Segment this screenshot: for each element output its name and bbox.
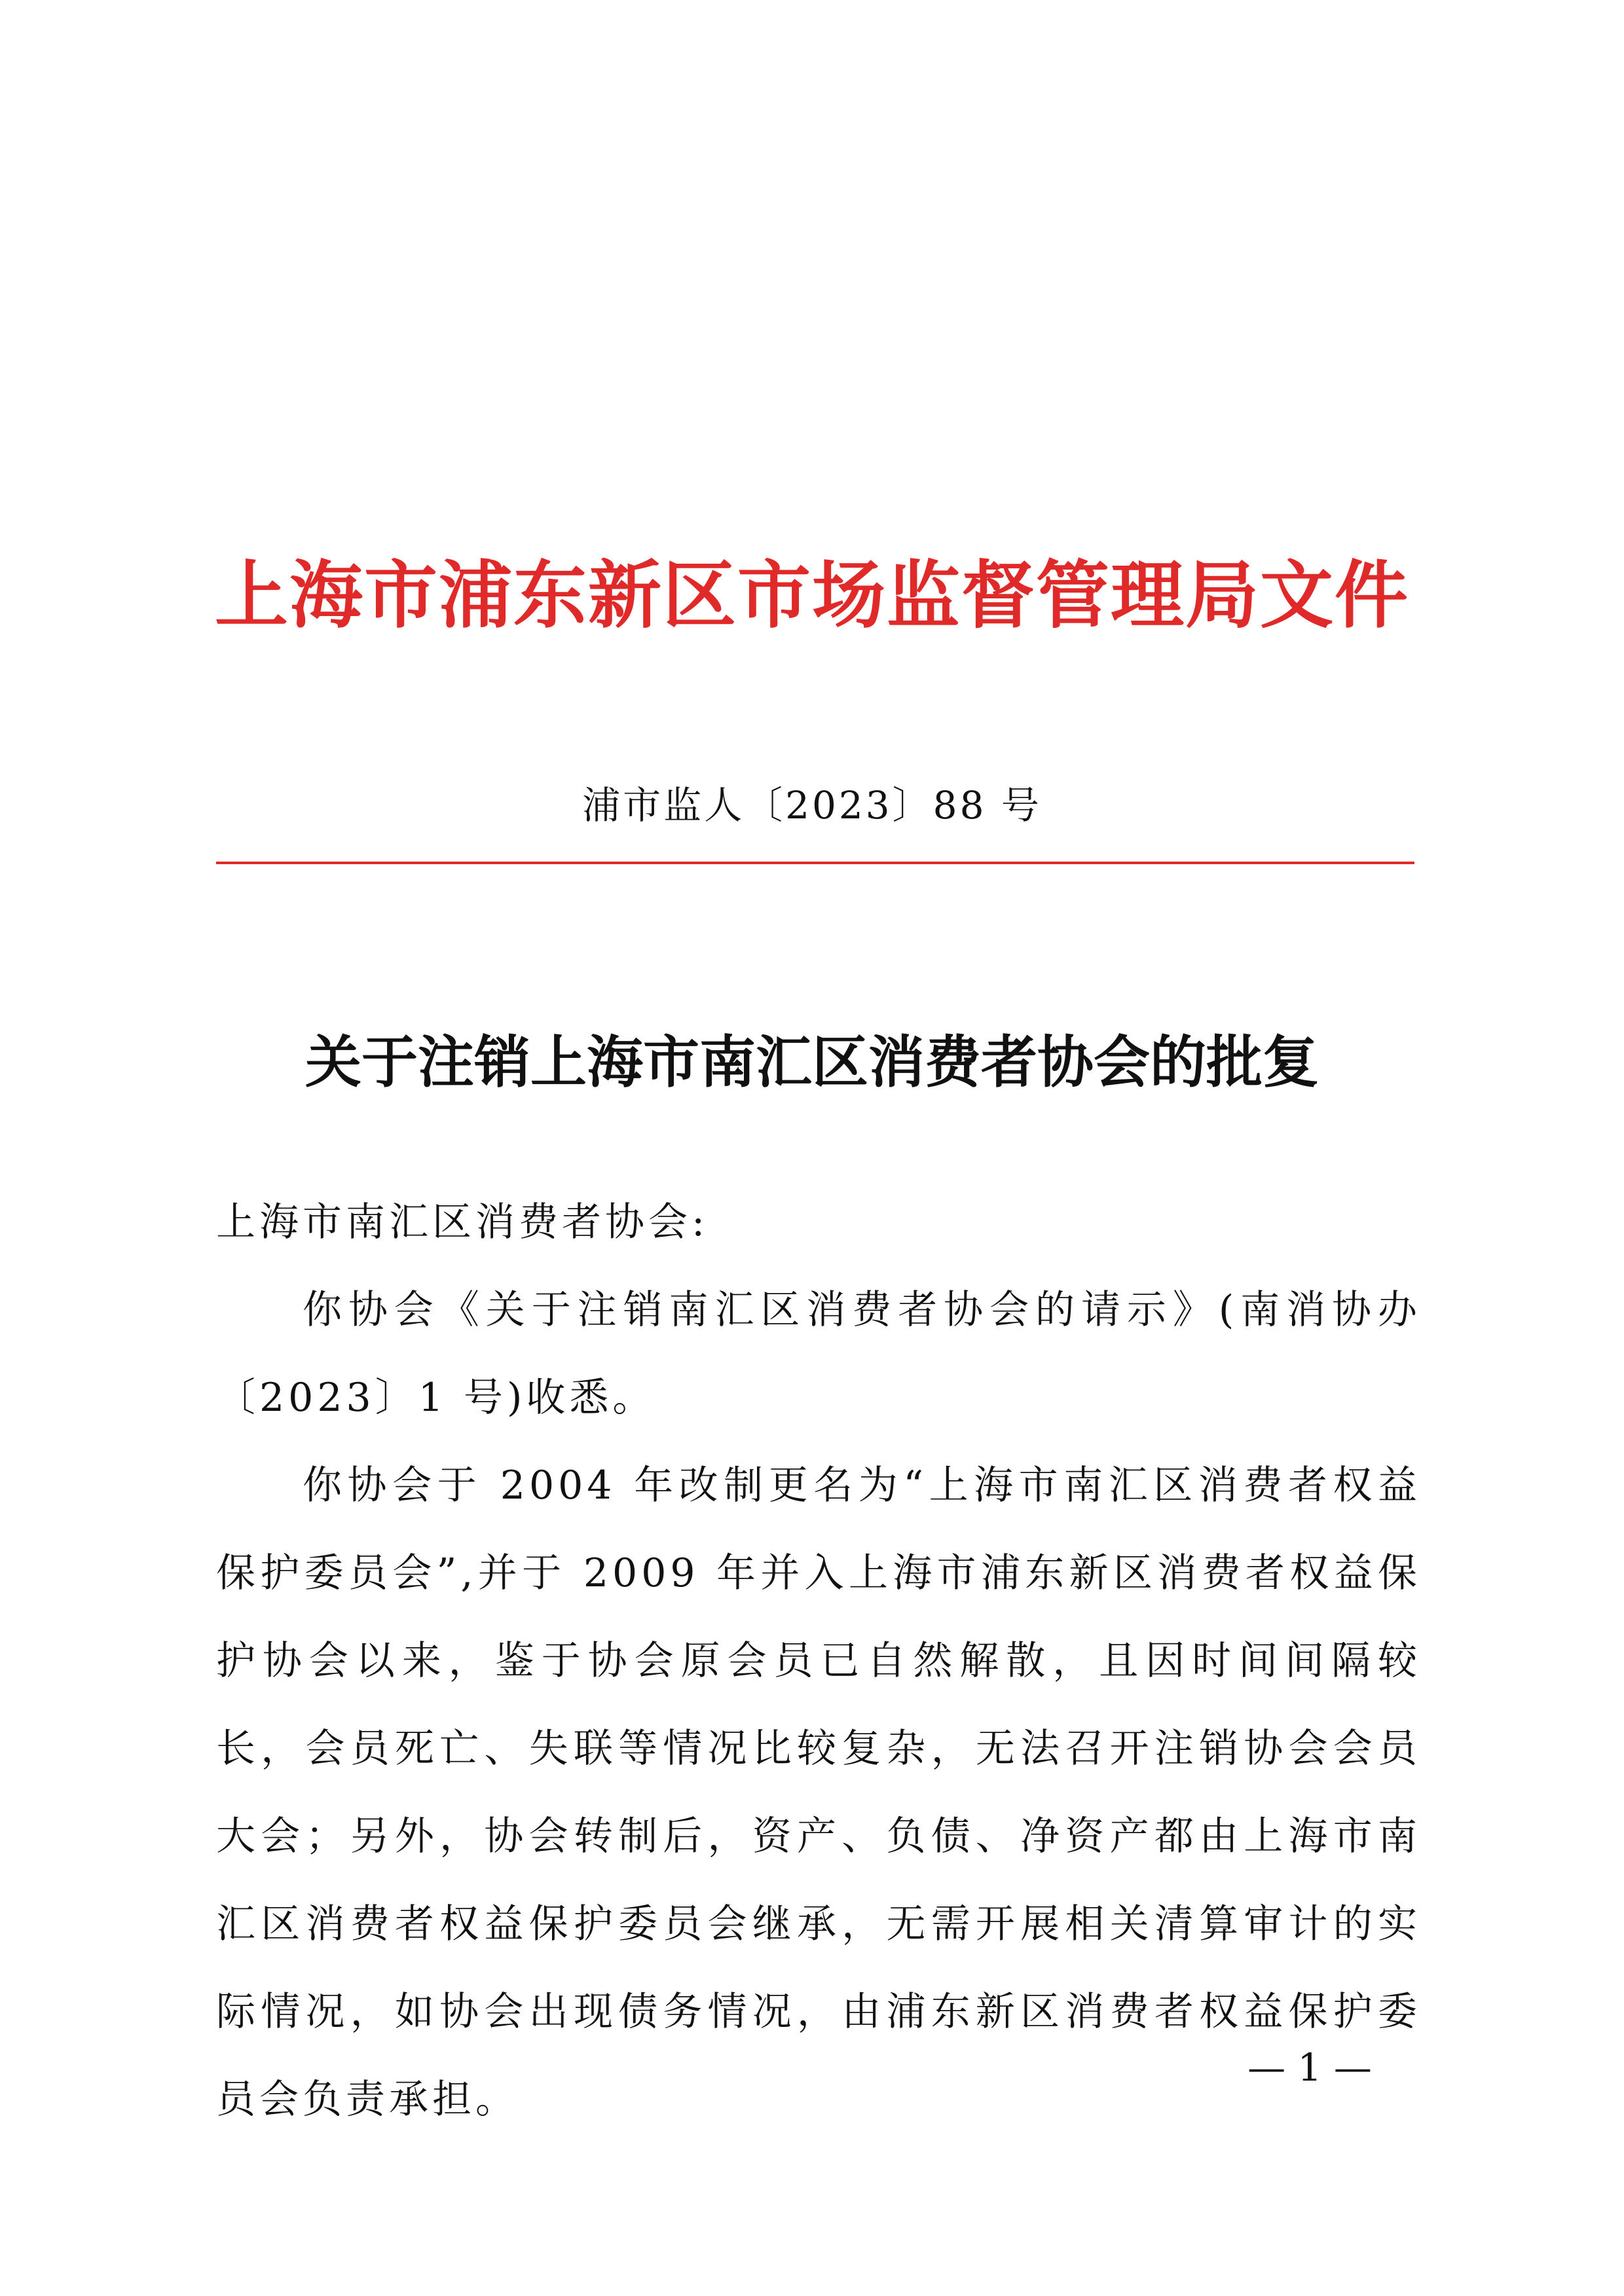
document-title: 关于注销上海市南汇区消费者协会的批复 bbox=[305, 1029, 1319, 1095]
body-paragraph-2: 你协会于 2004 年改制更名为“上海市南汇区消费者权益保护委员会”,并于 2009 年并入上海市浦东新区消费者权益保护协会以来，鉴于协会原会员已自然解散，且因时间间隔较长，会员死亡、失联等情况比较复杂，无法召开注销协会会员大会；另外，协会转制后，资产、负债、净资产都由上海市南汇区消费者权益保护委员会继承，无需开展相关清算审计的实际情况，如协会出现债务情况，由浦东新区消费者权益保护委员会负责承担。 bbox=[216, 1463, 1421, 2123]
body-paragraph-1: 你协会《关于注销南汇区消费者协会的请示》(南消协办〔2023〕1 号)收悉。 bbox=[216, 1287, 1421, 1421]
issuer-header-title: 上海市浦东新区市场监督管理局文件 bbox=[215, 553, 1409, 638]
document-body bbox=[216, 1178, 1421, 2143]
red-divider-line bbox=[216, 862, 1414, 864]
page-number: — 1 — bbox=[1247, 2045, 1372, 2090]
salutation: 上海市南汇区消费者协会: bbox=[216, 1199, 709, 1245]
document-number: 浦市监人〔2023〕88 号 bbox=[582, 783, 1042, 828]
